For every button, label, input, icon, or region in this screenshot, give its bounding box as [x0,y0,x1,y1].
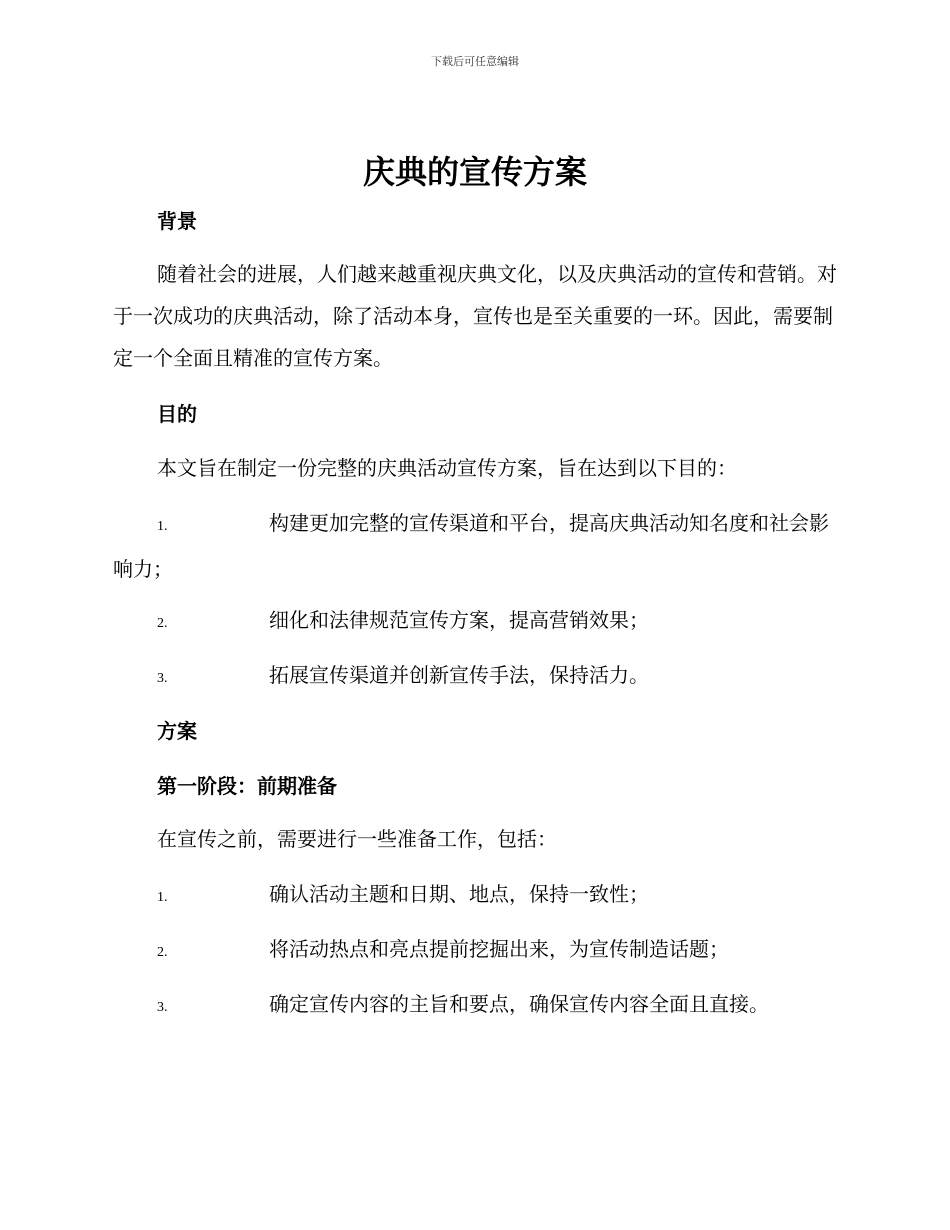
list-number: 3. [157,671,168,686]
purpose-list-item [113,502,837,590]
list-number: 2. [157,945,168,960]
document-title: 庆典的宣传方案 [362,153,587,191]
list-number: 1. [157,519,168,534]
section-heading-plan: 方案 [157,719,197,743]
header-note: 下载后可任意编辑 [431,55,519,68]
list-item-text: 构建更加完整的宣传渠道和平台，提高庆典活动知名度和社会影响力； [113,511,829,581]
list-item-text: 细化和法律规范宣传方案，提高营销效果； [269,608,649,632]
list-number: 1. [157,890,168,905]
purpose-list-item [113,599,837,645]
list-item-text: 拓展宣传渠道并创新宣传手法，保持活力。 [269,663,649,687]
section-heading-purpose: 目的 [157,402,197,426]
list-number: 2. [157,616,168,631]
purpose-list-item [113,654,837,700]
list-item-text: 将活动热点和亮点提前挖掘出来，为宣传制造话题； [269,937,729,961]
list-number: 3. [157,1000,168,1015]
list-item-text: 确认活动主题和日期、地点，保持一致性； [269,882,649,906]
phase-list-item [113,983,837,1029]
phase-intro: 在宣传之前，需要进行一些准备工作，包括： [157,827,557,851]
purpose-intro: 本文旨在制定一份完整的庆典活动宣传方案，旨在达到以下目的： [157,456,737,480]
list-item-text: 确定宣传内容的主旨和要点，确保宣传内容全面且直接。 [269,992,769,1016]
section-heading-background: 背景 [157,209,197,233]
phase-list-item [113,928,837,974]
phase-list-item [113,873,837,919]
background-paragraph: 随着社会的进展，人们越来越重视庆典文化，以及庆典活动的宣传和营销。对于一次成功的庆典活动，除了活动本身，宣传也是至关重要的一环。因此，需要制定一个全面且精准的宣传方案。 [113,262,837,370]
phase-heading: 第一阶段：前期准备 [157,774,337,798]
